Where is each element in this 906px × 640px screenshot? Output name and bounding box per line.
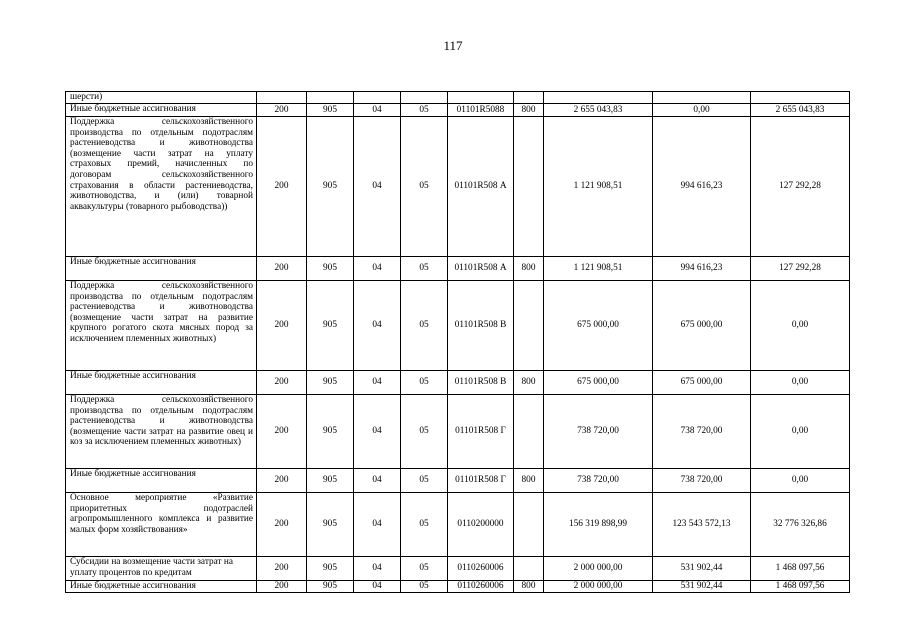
cell: 738 720,00: [544, 469, 653, 493]
cell: 01101R508 В: [448, 281, 514, 371]
row-name: Поддержка сельскохозяйственного производства по отдельным подотраслям растениеводства и животноводства (возмещение части затрат на развитие овец и коз за исключением племенных животных): [66, 395, 257, 469]
cell: 200: [257, 581, 307, 593]
row-name: Иные бюджетные ассигнования: [66, 581, 257, 593]
cell: 127 292,28: [751, 117, 850, 257]
cell: 04: [354, 371, 401, 395]
table-row: [66, 581, 850, 593]
cell: 905: [307, 581, 354, 593]
cell: 05: [401, 557, 448, 581]
cell: 200: [257, 117, 307, 257]
cell: 05: [401, 257, 448, 281]
cell: 05: [401, 581, 448, 593]
cell: 01101R508 В: [448, 371, 514, 395]
budget-table: [65, 91, 850, 593]
row-name: Иные бюджетные ассигнования: [66, 371, 257, 395]
cell: 994 616,23: [653, 117, 751, 257]
cell: [514, 557, 544, 581]
cell: 905: [307, 371, 354, 395]
cell: 04: [354, 469, 401, 493]
cell: [514, 493, 544, 557]
cell: 04: [354, 395, 401, 469]
cell: 01101R508 Г: [448, 469, 514, 493]
cell: 04: [354, 493, 401, 557]
cell: 04: [354, 104, 401, 117]
cell: 05: [401, 395, 448, 469]
cell: 905: [307, 395, 354, 469]
cell: 01101R508 А: [448, 117, 514, 257]
cell: 01101R508 А: [448, 257, 514, 281]
cell: [514, 117, 544, 257]
cell: 675 000,00: [544, 371, 653, 395]
row-name: Субсидии на возмещение части затрат на уплату процентов по кредитам: [66, 557, 257, 581]
cell: 675 000,00: [653, 281, 751, 371]
cell: 200: [257, 493, 307, 557]
table-row: [66, 281, 850, 371]
cell: 2 655 043,83: [544, 104, 653, 117]
cell: 1 121 908,51: [544, 117, 653, 257]
cell: 01101R508 Г: [448, 395, 514, 469]
cell: 01101R5088: [448, 104, 514, 117]
row-name: Иные бюджетные ассигнования: [66, 104, 257, 117]
cell: 05: [401, 104, 448, 117]
cell: 1 468 097,56: [751, 557, 850, 581]
row-name: Иные бюджетные ассигнования: [66, 257, 257, 281]
cell: 05: [401, 469, 448, 493]
cell: 0,00: [751, 281, 850, 371]
cell: 123 543 572,13: [653, 493, 751, 557]
cell: 200: [257, 557, 307, 581]
table-row: [66, 493, 850, 557]
table-row: [66, 469, 850, 493]
cell: 905: [307, 493, 354, 557]
cell: 994 616,23: [653, 257, 751, 281]
cell: [514, 395, 544, 469]
cell: 156 319 898,99: [544, 493, 653, 557]
cell: [354, 92, 401, 104]
cell: [544, 92, 653, 104]
row-name: шерсти): [66, 92, 257, 104]
cell: 200: [257, 281, 307, 371]
cell: 0,00: [751, 371, 850, 395]
cell: 04: [354, 117, 401, 257]
cell: 531 902,44: [653, 557, 751, 581]
cell: [257, 92, 307, 104]
cell: 800: [514, 371, 544, 395]
cell: [448, 92, 514, 104]
cell: 905: [307, 117, 354, 257]
cell: 905: [307, 557, 354, 581]
cell: [401, 92, 448, 104]
cell: 800: [514, 257, 544, 281]
cell: 800: [514, 469, 544, 493]
cell: 1 121 908,51: [544, 257, 653, 281]
table-row: [66, 395, 850, 469]
cell: [751, 92, 850, 104]
cell: 0110260006: [448, 557, 514, 581]
page-number: 117: [443, 38, 463, 53]
cell: 200: [257, 395, 307, 469]
cell: [307, 92, 354, 104]
cell: 05: [401, 281, 448, 371]
cell: 04: [354, 281, 401, 371]
cell: 0110260006: [448, 581, 514, 593]
cell: 0,00: [751, 395, 850, 469]
table-row: [66, 92, 850, 104]
cell: 531 902,44: [653, 581, 751, 593]
cell: 04: [354, 557, 401, 581]
cell: 0,00: [653, 104, 751, 117]
cell: 905: [307, 257, 354, 281]
cell: 905: [307, 469, 354, 493]
cell: 800: [514, 581, 544, 593]
cell: 738 720,00: [653, 469, 751, 493]
table-row: [66, 104, 850, 117]
cell: 04: [354, 581, 401, 593]
table-row: [66, 257, 850, 281]
cell: [514, 92, 544, 104]
cell: 800: [514, 104, 544, 117]
row-name: Поддержка сельскохозяйственного производства по отдельным подотраслям растениеводства и животноводства (возмещение части затрат на уплату страховых премий, начисленных по договорам сельскохозяйственного страхования в области растениеводства, животноводства, и (или) товарной аквакультуры (товарного рыбоводства)): [66, 117, 257, 257]
row-name: Поддержка сельскохозяйственного производства по отдельным подотраслям растениеводства и животноводства (возмещение части затрат на развитие крупного рогатого скота мясных пород за исключением племенных животных): [66, 281, 257, 371]
cell: 200: [257, 104, 307, 117]
table-row: [66, 371, 850, 395]
cell: 200: [257, 257, 307, 281]
table-row: [66, 557, 850, 581]
table-row: [66, 117, 850, 257]
cell: [514, 281, 544, 371]
cell: 675 000,00: [544, 281, 653, 371]
cell: 905: [307, 281, 354, 371]
row-name: Основное мероприятие «Развитие приоритетных подотраслей агропромышленного комплекса и развитие малых форм хозяйствования»: [66, 493, 257, 557]
row-name: Иные бюджетные ассигнования: [66, 469, 257, 493]
cell: 0,00: [751, 469, 850, 493]
cell: 05: [401, 371, 448, 395]
cell: 04: [354, 257, 401, 281]
cell: 200: [257, 371, 307, 395]
cell: 127 292,28: [751, 257, 850, 281]
cell: 200: [257, 469, 307, 493]
cell: 2 655 043,83: [751, 104, 850, 117]
cell: 675 000,00: [653, 371, 751, 395]
cell: 32 776 326,86: [751, 493, 850, 557]
cell: 1 468 097,56: [751, 581, 850, 593]
cell: 05: [401, 117, 448, 257]
cell: 738 720,00: [653, 395, 751, 469]
cell: 2 000 000,00: [544, 557, 653, 581]
cell: [653, 92, 751, 104]
cell: 0110200000: [448, 493, 514, 557]
cell: 738 720,00: [544, 395, 653, 469]
cell: 2 000 000,00: [544, 581, 653, 593]
cell: 05: [401, 493, 448, 557]
cell: 905: [307, 104, 354, 117]
